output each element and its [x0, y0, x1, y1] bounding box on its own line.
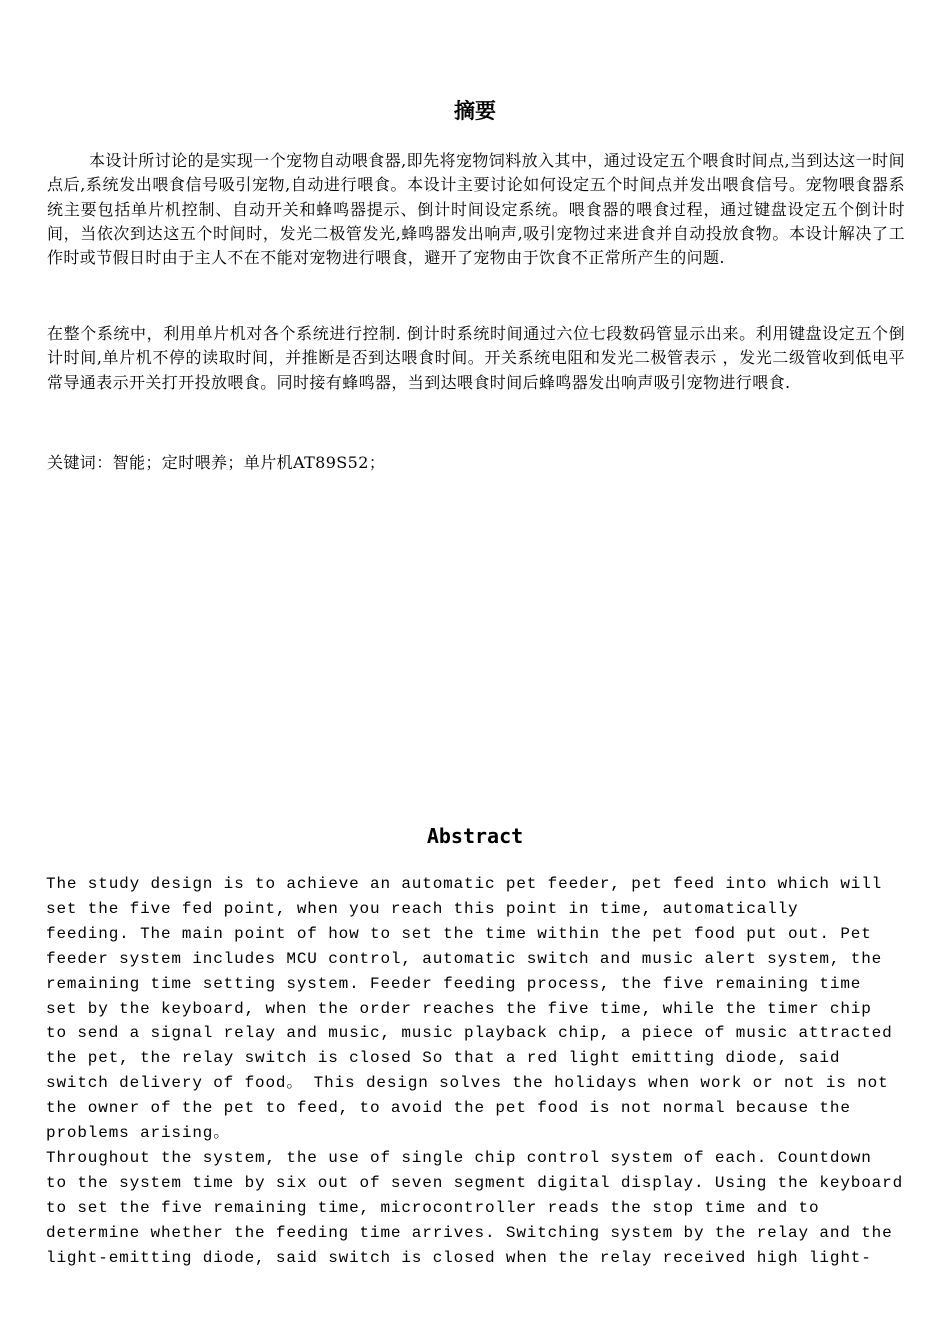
abstract-paragraph-english-1: The study design is to achieve an automatic pet feeder, pet feed into which will set the five fed point, when you reach this point in time, automatically feeding. The main point of how to set the time within the pet food put out. Pet feeder system includes MCU control, automatic switch and music alert system, the remaining time setting system. Feeder feeding process, the five remaining time set by the keyboard, when the order reaches the five time, while the timer chip to send a signal relay and music, music playback chip, a piece of music attracted the pet, the relay switch is closed So that a red light emitting diode, said switch delivery of food。 This design solves the holidays when work or not is not the owner of the pet to feed, to avoid the pet food is not normal because the problems arising。: [46, 875, 893, 1143]
abstract-paragraph-chinese-1: 本设计所讨论的是实现一个宠物自动喂食器,即先将宠物饲料放入其中，通过设定五个喂食时间点,当到达这一时间点后,系统发出喂食信号吸引宠物,自动进行喂食。本设计主要讨论如何设定五个时间点并发出喂食信号。宠物喂食器系统主要包括单片机控制、自动开关和蜂鸣器提示、倒计时间设定系统。喂食器的喂食过程，通过键盘设定五个倒计时间，当依次到达这五个时间时，发光二极管发光,蜂鸣器发出响声,吸引宠物过来进食并自动投放食物。本设计解决了工作时或节假日时由于主人不在不能对宠物进行喂食，避开了宠物由于饮食不正常所产生的问题.: [47, 151, 905, 268]
abstract-title-english: Abstract: [426, 824, 524, 848]
abstract-title-chinese: 摘要: [454, 99, 496, 123]
abstract-paragraph-english-2: Throughout the system, the use of single chip control system of each. Countdown to the system time by six out of seven segment digital display. Using the keyboard to set the five remaining time, microcontroller reads the stop time and to determine whether the feeding time arrives. Switching system by the relay and the light-emitting diode, said switch is closed when the relay received high light-: [46, 1149, 904, 1267]
abstract-paragraph-chinese-2: 在整个系统中，利用单片机对各个系统进行控制. 倒计时系统时间通过六位七段数码管显示出来。利用键盘设定五个倒计时间,单片机不停的读取时间，并推断是否到达喂食时间。开关系统电阻和发光二极管表示 ，发光二级管收到低电平常导通表示开关打开投放喂食。同时接有蜂鸣器，当到达喂食时间后蜂鸣器发出响声吸引宠物进行喂食.: [47, 324, 905, 392]
keywords-line: 关键词：智能；定时喂养；单片机AT89S52；: [47, 453, 386, 472]
